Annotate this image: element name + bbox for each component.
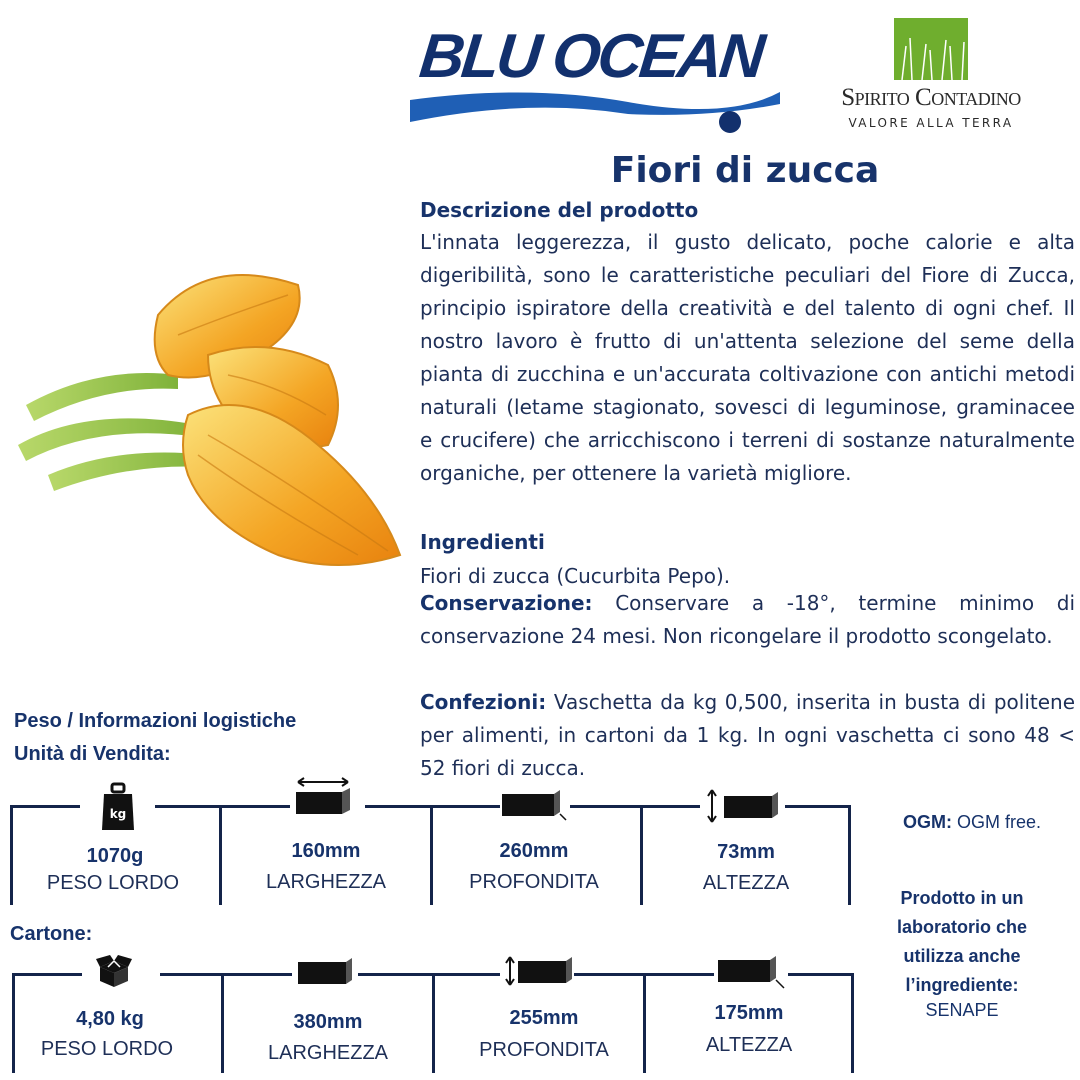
carton-width-label: LARGHEZZA <box>267 1042 389 1064</box>
sales-height-label: ALTEZZA <box>702 872 790 894</box>
allergen-note: Prodotto in un laboratorio che utilizza anche l’ingrediente: <box>896 888 1028 995</box>
carton-heading: Cartone: <box>10 923 93 945</box>
sales-width-value: 160mm <box>291 840 361 862</box>
grass-icon <box>816 16 1046 84</box>
height-box-icon <box>504 955 574 987</box>
description-heading: Descrizione del prodotto <box>420 198 699 222</box>
box-icon <box>296 958 354 986</box>
bluocean-logo <box>408 22 790 134</box>
sales-weight-value: 1070g <box>86 845 144 867</box>
carton-weight-label: PESO LORDO <box>40 1038 174 1060</box>
spirito-contadino-logo <box>816 16 1046 134</box>
svg-text:kg: kg <box>109 807 127 821</box>
sales-depth-value: 260mm <box>499 840 569 862</box>
conservation-label: Conservazione: <box>420 591 593 615</box>
bluocean-logo-text: BLU OCEAN <box>416 22 766 91</box>
spirito-tagline: VALORE ALLA TERRA <box>848 116 1014 130</box>
sales-depth-label: PROFONDITA <box>469 871 599 893</box>
weight-kg-icon <box>100 782 136 832</box>
carton-depth-value: 255mm <box>509 1007 579 1029</box>
height-box-icon <box>704 788 780 824</box>
carton-depth-label: PROFONDITA <box>479 1039 609 1061</box>
allergen-value: SENAPE <box>925 1000 999 1020</box>
depth-box-icon <box>500 790 570 822</box>
sales-weight-label: PESO LORDO <box>46 872 180 894</box>
open-box-icon <box>96 953 132 987</box>
description-text: L'innata leggerezza, il gusto delicato, poche calorie e alta digeribilità, sono le caratteristiche peculiari del Fiore di Zucca, principio ispiratore della creatività e del talento di ogni chef. Il nostro lavoro è frutto di un'attenta selezione del seme della pianta di zucchina e un'accurata coltivazione con antichi metodi naturali (letame stagionato, sovesci di leguminose, graminacee e crucifere) che arricchiscono i terreni di sostanze naturalmente organiche, per ottenere la varietà migliore. <box>420 230 1075 485</box>
sales-height-value: 73mm <box>717 841 775 863</box>
ogm-label: OGM: <box>902 812 952 832</box>
carton-width-value: 380mm <box>293 1011 363 1033</box>
carton-weight-value: 4,80 kg <box>76 1008 144 1030</box>
conservation-block <box>420 587 1075 653</box>
carton-height-value: 175mm <box>714 1002 784 1024</box>
depth-box-icon <box>716 956 788 990</box>
sales-width-label: LARGHEZZA <box>265 871 387 893</box>
ogm-block <box>872 812 1072 833</box>
zucchini-flower-image <box>8 255 406 585</box>
logistics-heading: Peso / Informazioni logistiche <box>14 710 297 732</box>
wave-icon <box>408 22 790 134</box>
conservation-text: Conservare a -18°, termine minimo di conservazione 24 mesi. Non ricongelare il prodotto scongelato. <box>420 591 1076 648</box>
packaging-label: Confezioni: <box>420 690 547 714</box>
sales-unit-heading: Unità di Vendita: <box>14 743 171 765</box>
width-box-icon <box>294 776 354 816</box>
ingredients-text: Fiori di zucca (Cucurbita Pepo). <box>420 564 731 588</box>
ogm-value: OGM free. <box>957 812 1042 832</box>
product-title: Fiori di zucca <box>610 150 880 191</box>
ingredients-heading: Ingredienti <box>420 530 545 554</box>
spirito-name: Spirito Contadino <box>841 84 1021 111</box>
carton-height-label: ALTEZZA <box>705 1034 793 1056</box>
packaging-block <box>420 686 1075 785</box>
packaging-text: Vaschetta da kg 0,500, inserita in busta di politene per alimenti, in cartoni da 1 kg. In ogni vaschetta ci sono 48 < 52 fiori di zucca. <box>420 690 1075 780</box>
